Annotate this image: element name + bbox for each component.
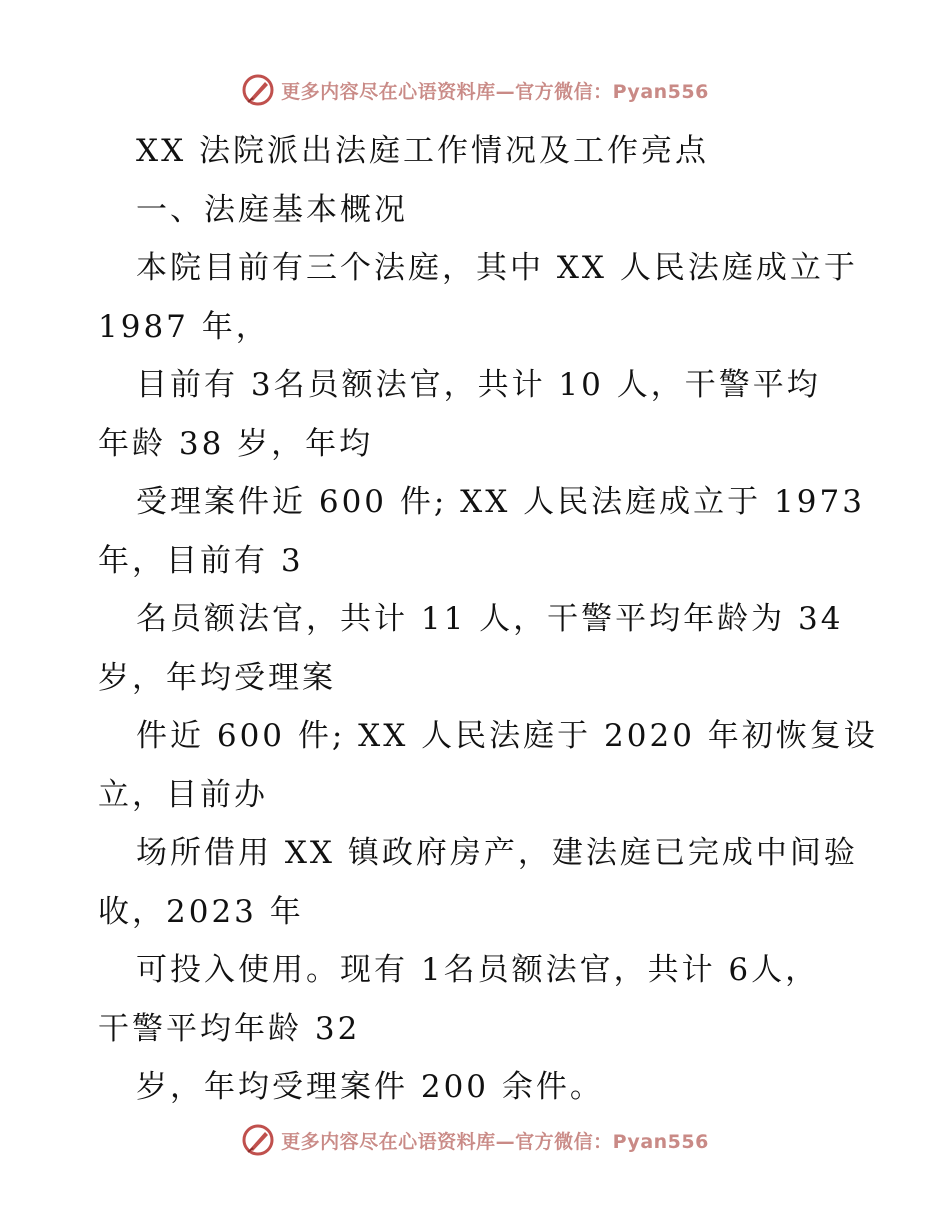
paragraph-line: 名员额法官，共计 11 人，干警平均年龄为 34 bbox=[136, 601, 844, 637]
watermark-footer bbox=[0, 1120, 950, 1160]
paragraph-line: 受理案件近 600 件; XX 人民法庭成立于 1973 bbox=[136, 484, 865, 520]
paragraph-line: 年，目前有 3 bbox=[98, 542, 304, 579]
watermark-header bbox=[0, 70, 950, 110]
watermark-text: 更多内容尽在心语资料库—官方微信：Pyan556 bbox=[281, 1130, 709, 1153]
paragraph-line: 年龄 38 岁，年均 bbox=[98, 425, 374, 462]
document-title: XX 法院派出法庭工作情况及工作亮点 bbox=[136, 133, 709, 169]
paragraph-line: 可投入使用。现有 1名员额法官，共计 6人， bbox=[136, 952, 820, 988]
paragraph-line: 干警平均年龄 32 bbox=[98, 1010, 361, 1047]
paragraph-line: 收，2023 年 bbox=[98, 893, 304, 930]
paragraph-line: 场所借用 XX 镇政府房产，建法庭已完成中间验 bbox=[136, 835, 858, 871]
quill-pen-logo-icon bbox=[241, 73, 275, 107]
paragraph-line: 目前有 3名员额法官，共计 10 人，干警平均 bbox=[136, 367, 821, 403]
paragraph-line: 本院目前有三个法庭，其中 XX 人民法庭成立于 bbox=[136, 250, 858, 286]
paragraph-line: 件近 600 件; XX 人民法庭于 2020 年初恢复设 bbox=[136, 718, 878, 754]
paragraph-line: 1987 年， bbox=[98, 308, 270, 345]
paragraph-line: 岁，年均受理案件 200 余件。 bbox=[136, 1069, 604, 1105]
paragraph-line: 岁，年均受理案 bbox=[98, 659, 336, 696]
paragraph-line: 立，目前办 bbox=[98, 776, 268, 813]
section-heading: 一、法庭基本概况 bbox=[136, 191, 408, 228]
quill-pen-logo-icon bbox=[241, 1123, 275, 1157]
watermark-text: 更多内容尽在心语资料库—官方微信：Pyan556 bbox=[281, 80, 709, 103]
document-body bbox=[98, 122, 878, 1117]
